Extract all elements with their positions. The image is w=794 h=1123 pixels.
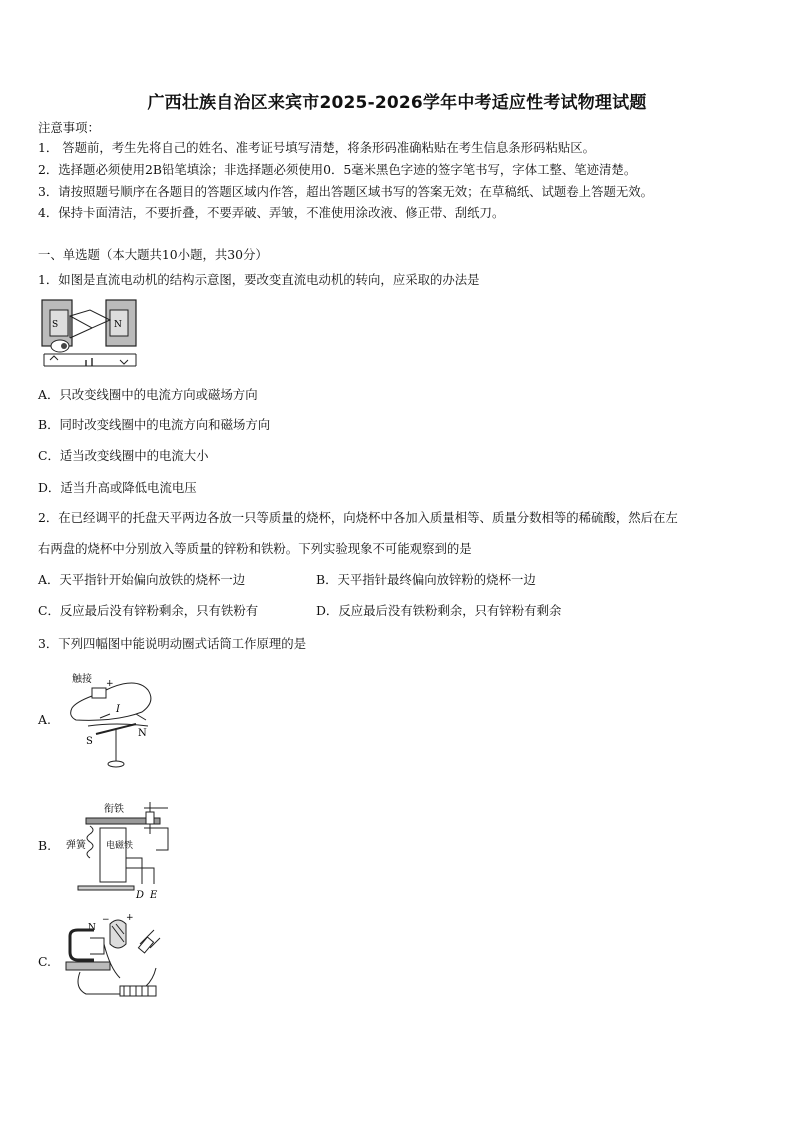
magnet-n-label: N <box>114 320 122 330</box>
notice-item: 3．请按照题号顺序在各题目的答题区域内作答，超出答题区域书写的答案无效；在草稿纸、试题卷上答题无效。 <box>38 184 654 199</box>
q3-option-b-label: B. <box>38 838 52 853</box>
notice-heading: 注意事项： <box>38 120 100 135</box>
q2-option-c: C．反应最后没有锌粉剩余，只有铁粉有 <box>38 603 259 618</box>
terminal-d-label: D <box>136 890 145 901</box>
page-title: 广西壮族自治区来宾市2025-2026学年中考适应性考试物理试题 <box>147 93 647 113</box>
q3-option-c-label: C. <box>38 954 51 969</box>
magnet-s-label: S <box>52 320 59 330</box>
q1-option-a: A．只改变线圈中的电流方向或磁场方向 <box>38 387 258 402</box>
current-label: I <box>116 704 120 715</box>
armature-label: 衔铁 <box>104 804 124 815</box>
plus-sign: + <box>106 679 114 689</box>
notice-item: 4．保持卡面清洁，不要折叠，不要弄破、弄皱，不准使用涂改液、修正带、刮纸刀。 <box>38 205 505 220</box>
q3-option-a-label: A. <box>38 712 51 727</box>
q1-stem: 1．如图是直流电动机的结构示意图，要改变直流电动机的转向，应采取的办法是 <box>38 272 480 287</box>
minus-sign: − <box>102 915 110 925</box>
q1-option-b: B．同时改变线圈中的电流方向和磁场方向 <box>38 417 271 432</box>
moving-coil-generator-figure <box>60 908 170 1008</box>
q2-stem-line1: 2．在已经调平的托盘天平两边各放一只等质量的烧杯，向烧杯中各加入质量相等、质量分数相等的稀硫酸，然后在左 <box>38 510 678 525</box>
wire-compass-figure <box>66 668 166 772</box>
contact-label: 触接 <box>72 674 92 685</box>
terminal-e-label: E <box>150 890 158 901</box>
electromagnetic-relay-figure <box>64 798 174 902</box>
q1-option-d: D．适当升高或降低电流电压 <box>38 480 197 495</box>
q1-option-c: C．适当改变线圈中的电流大小 <box>38 448 209 463</box>
notice-item: 1． 答题前，考生先将自己的姓名、准考证号填写清楚，将条形码准确粘贴在考生信息条形码粘贴区。 <box>38 140 596 155</box>
q3-stem: 3．下列四幅图中能说明动圈式话筒工作原理的是 <box>38 636 307 651</box>
compass-n-label: N <box>138 728 147 739</box>
electromagnet-label: 电磁铁 <box>106 841 134 851</box>
q2-stem-line2: 右两盘的烧杯中分别放入等质量的锌粉和铁粉。下列实验现象不可能观察到的是 <box>38 541 472 556</box>
compass-s-label: S <box>86 736 93 747</box>
spring-label: 弹簧 <box>66 840 86 851</box>
magnet-n-label: N <box>88 923 96 933</box>
q2-option-d: D．反应最后没有铁粉剩余，只有锌粉有剩余 <box>316 603 562 618</box>
plus-sign: + <box>126 913 134 923</box>
motor-diagram-figure <box>40 296 140 372</box>
notice-item: 2．选择题必须使用2B铅笔填涂；非选择题必须使用0．5毫米黑色字迹的签字笔书写，字体工整、笔迹清楚。 <box>38 162 637 177</box>
q2-option-a: A．天平指针开始偏向放铁的烧杯一边 <box>38 572 246 587</box>
section-heading: 一、单选题（本大题共10小题，共30分） <box>38 247 268 262</box>
q2-option-b: B．天平指针最终偏向放锌粉的烧杯一边 <box>316 572 536 587</box>
